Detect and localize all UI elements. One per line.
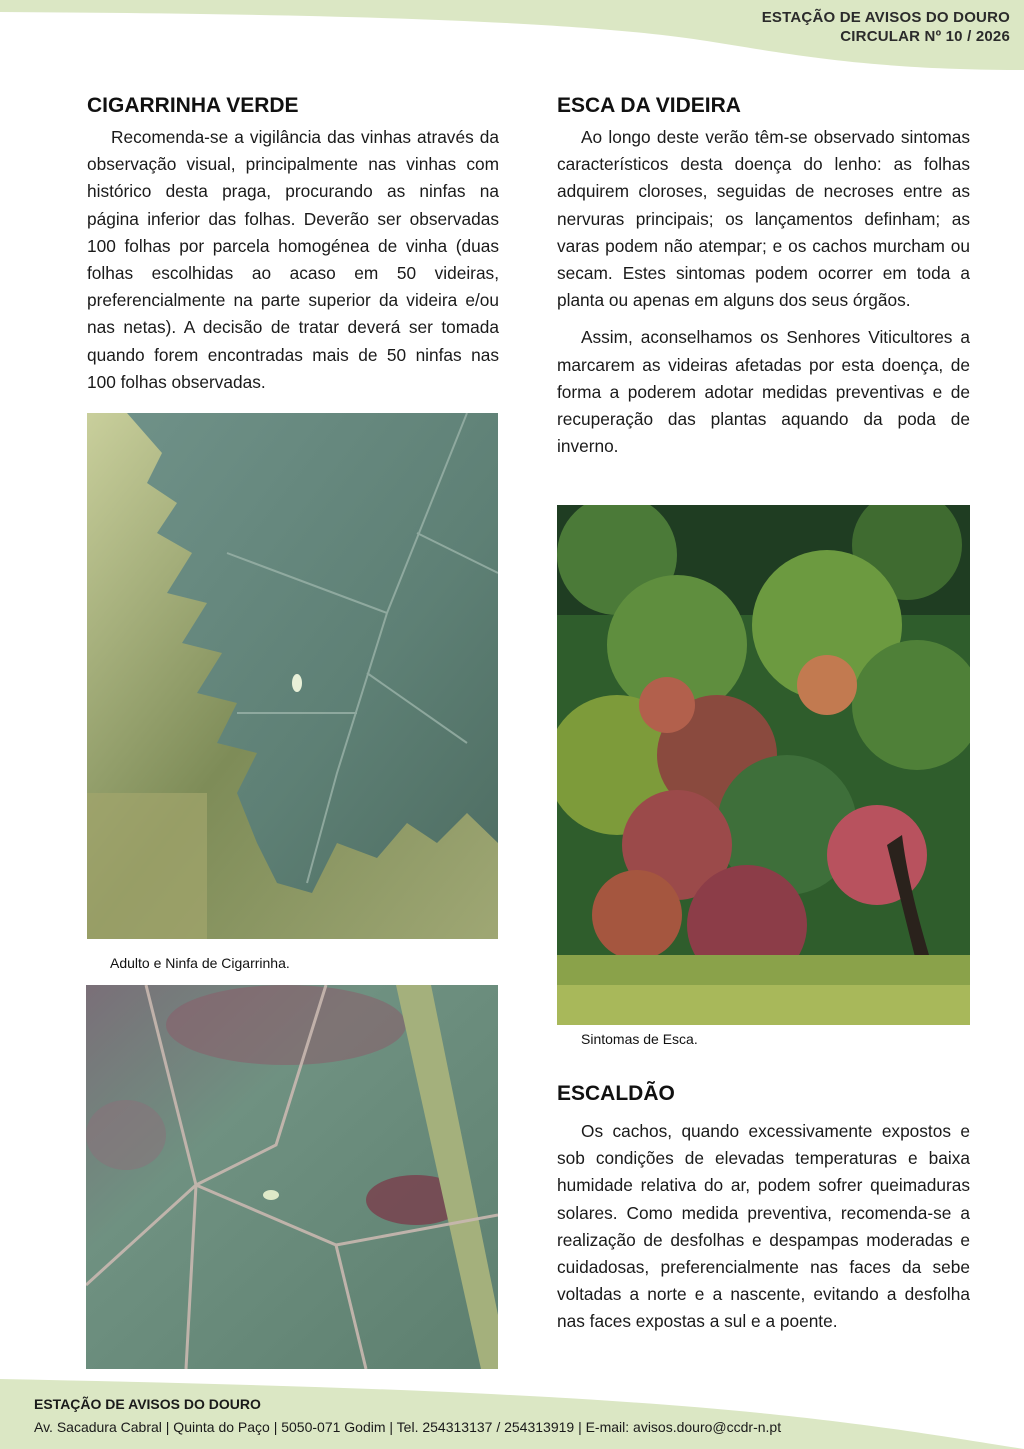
- left-column: [87, 94, 499, 396]
- header-line-1: ESTAÇÃO DE AVISOS DO DOURO: [761, 9, 1010, 26]
- section-title-esca: ESCA DA VIDEIRA: [557, 94, 741, 117]
- escaldao-paragraph: Os cachos, quando excessivamente expostos e sob condições de elevadas temperaturas e baixa humidade relativa do ar, podem sofrer queimaduras solares. Como medida preventiva, recomenda-se a realização de desfolhas e despampas moderadas e cuidadosas, preferencialmente nas faces da sebe voltadas a norte e a nascente, evitando a desfolha nas faces expostas a sul e a poente.: [557, 1121, 970, 1332]
- cigarrinha-paragraph: Recomenda-se a vigilância das vinhas através da observação visual, principalmente nas vinhas com histórico desta praga, procurando as ninfas na página inferior das folhas. Deverão ser observadas 100 folhas por parcela homogénea de vinha (duas folhas escolhidas ao acaso em 50 videiras, preferencialmente na parte superior da videira e/ou nas netas). A decisão de tratar deverá ser tomada quando forem encontradas mais de 50 ninfas nas 100 folhas observadas.: [87, 127, 499, 392]
- header-line-2: CIRCULAR Nº 10 / 2026: [840, 28, 1010, 45]
- right-column-esca: [557, 94, 970, 460]
- section-title-escaldao: ESCALDÃO: [557, 1082, 675, 1105]
- footer-title: ESTAÇÃO DE AVISOS DO DOURO: [34, 1396, 261, 1412]
- vine-photo-esca: [557, 505, 970, 1025]
- section-title-cigarrinha: CIGARRINHA VERDE: [87, 94, 299, 117]
- leaf-photo-adult: [87, 413, 498, 939]
- header: [762, 8, 1010, 46]
- esca-paragraph-1: Ao longo deste verão têm-se observado sintomas característicos desta doença do lenho: as folhas adquirem cloroses, seguidas de necroses entre as nervuras principais; os lançamentos definham; as varas podem não atempar; e os cachos murcham ou secam. Estes sintomas podem ocorrer em toda a planta ou apenas em alguns dos seus órgãos.: [557, 127, 970, 311]
- caption-cigarrinha: Adulto e Ninfa de Cigarrinha.: [110, 955, 290, 971]
- esca-paragraph-2: Assim, aconselhamos os Senhores Viticultores a marcarem as videiras afetadas por esta doença, de forma a poderem adotar medidas preventivas e de recuperação das plantas aquando da poda de inverno.: [557, 327, 970, 457]
- leaf-photo-nymph: [86, 985, 498, 1369]
- footer-address: Av. Sacadura Cabral | Quinta do Paço | 5050-071 Godim | Tel. 254313137 / 254313919 | E-mail: avisos.douro@ccdr-n.pt: [34, 1419, 782, 1435]
- caption-esca: Sintomas de Esca.: [581, 1031, 698, 1047]
- right-column-escaldao: [557, 1082, 970, 1336]
